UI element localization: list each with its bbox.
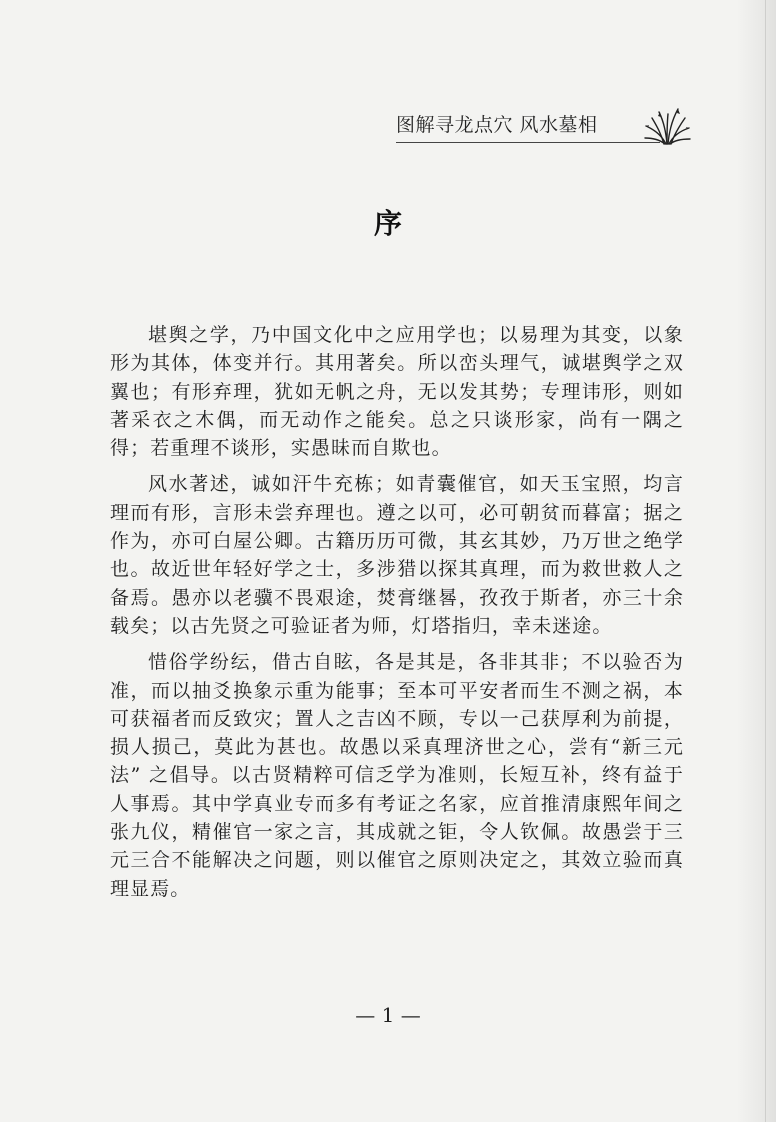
page-title: 序	[373, 207, 402, 240]
paragraph: 风水著述，诚如汗牛充栋；如青囊催官，如天玉宝照，均言理而有形，言形未尝弃理也。遵之以可，必可朝贫而暮富；据之作为，亦可白屋公卿。古籍历历可微，其玄其妙，乃万世之绝学也。故近世年轻好学之士，多涉猎以探其真理，而为救世救人之备焉。愚亦以老骥不畏艰途，焚膏继晷，孜孜于斯者，亦三十余载矣；以古先贤之可验证者为师，灯塔指归，幸未迷途。	[110, 473, 684, 637]
paragraph: 惜俗学纷纭，借古自眩，各是其是，各非其非；不以验否为准，而以抽爻换象示重为能事；至本可平安者而生不测之祸，本可获福者而反致灾；置人之吉凶不顾，专以一己获厚利为前提，损人损己，莫此为甚也。故愚以采真理济世之心，尝有“新三元法” 之倡导。以古贤精粹可信乏学为准则，长短互补，终有益于人事焉。其中学真业专而多有考证之名家，应首推清康熙年间之张九仪，精催官一家之言，其成就之钜，令人钦佩。故愚尝于三元三合不能解决之问题，则以催官之原则决定之，其效立验而真理显焉。	[110, 651, 684, 900]
header-title: 图解寻龙点穴 风水墓相	[396, 114, 598, 136]
page-number: — 1 —	[355, 1003, 421, 1027]
body-text	[110, 321, 684, 903]
page-edge-shadow	[736, 0, 776, 1122]
paragraph: 堪舆之学，乃中国文化中之应用学也；以易理为其变，以象形为其体，体变并行。其用著矣。所以峦头理气，诚堪舆学之双翼也；有形弃理，犹如无帆之舟，无以发其势；专理讳形，则如著采衣之木偶，而无动作之能矣。总之只谈形家，尚有一隅之得；若重理不谈形，实愚昧而自欺也。	[110, 324, 684, 460]
page-edge-line	[765, 0, 766, 1122]
header-rule	[396, 142, 660, 143]
running-header	[396, 108, 696, 144]
grass-icon	[642, 104, 692, 148]
